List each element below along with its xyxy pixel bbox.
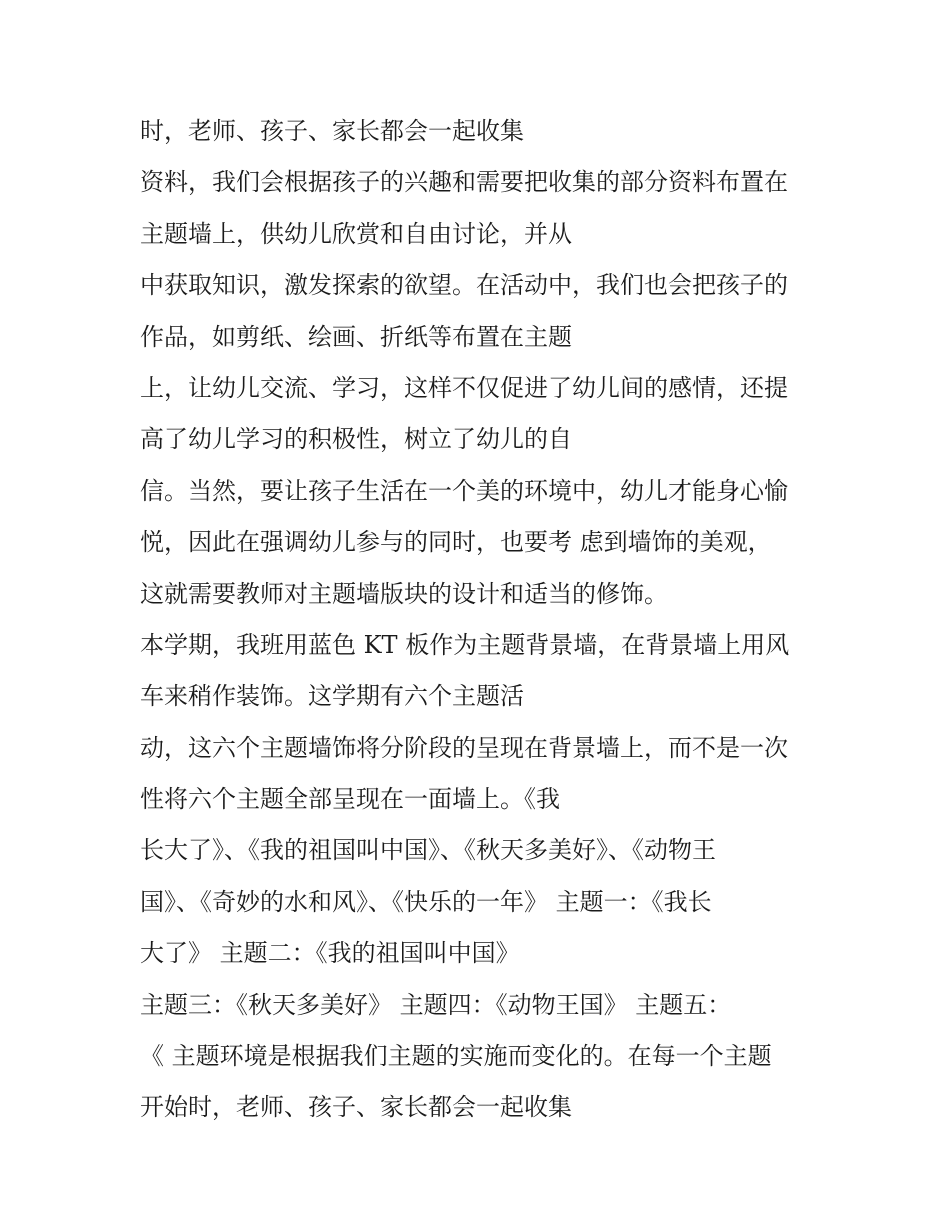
text-line: 上，让幼儿交流、学习，这样不仅促进了幼儿间的感情，还提 [140,373,788,402]
text-line: 性将六个主题全部呈现在一面墙上。《我 [140,785,560,814]
text-line: 资料，我们会根据孩子的兴趣和需要把收集的部分资料布置在 [140,168,788,197]
text-line: 作品，如剪纸、绘画、折纸等布置在主题 [140,322,572,351]
text-line: 信。当然，要让孩子生活在一个美的环境中，幼儿才能身心愉 [140,476,788,505]
text-line: 中获取知识，激发探索的欲望。在活动中，我们也会把孩子的 [140,271,788,300]
text-line: 本学期，我班用蓝色 KT 板作为主题背景墙，在背景墙上用风 [140,630,790,659]
text-line: 《 主题环境是根据我们主题的实施而变化的。在每一个主题 [140,1042,772,1071]
text-line: 主题墙上，供幼儿欣赏和自由讨论，并从 [140,219,572,248]
text-line: 车来稍作装饰。这学期有六个主题活 [140,682,524,711]
text-line: 高了幼儿学习的积极性，树立了幼儿的自 [140,425,572,454]
document-body [140,106,840,1134]
text-line: 时，老师、孩子、家长都会一起收集 [140,117,524,145]
text-line: 国》、《奇妙的水和风》、《快乐的一年》 主题一：《我长 [140,887,712,916]
text-line: 开始时，老师、孩子、家长都会一起收集 [140,1093,572,1122]
text-line: 这就需要教师对主题墙版块的设计和适当的修饰。 [140,579,668,608]
text-line: 主题三：《秋天多美好》 主题四：《动物王国》 主题五： [140,990,732,1019]
text-line: 悦，因此在强调幼儿参与的同时，也要考 虑到墙饰的美观， [140,528,772,557]
text-line: 大了》 主题二：《我的祖国叫中国》 [140,939,520,968]
text-line: 长大了》、《我的祖国叫中国》、《秋天多美好》、《动物王 [140,836,716,865]
text-line: 动，这六个主题墙饰将分阶段的呈现在背景墙上，而不是一次 [140,733,788,762]
